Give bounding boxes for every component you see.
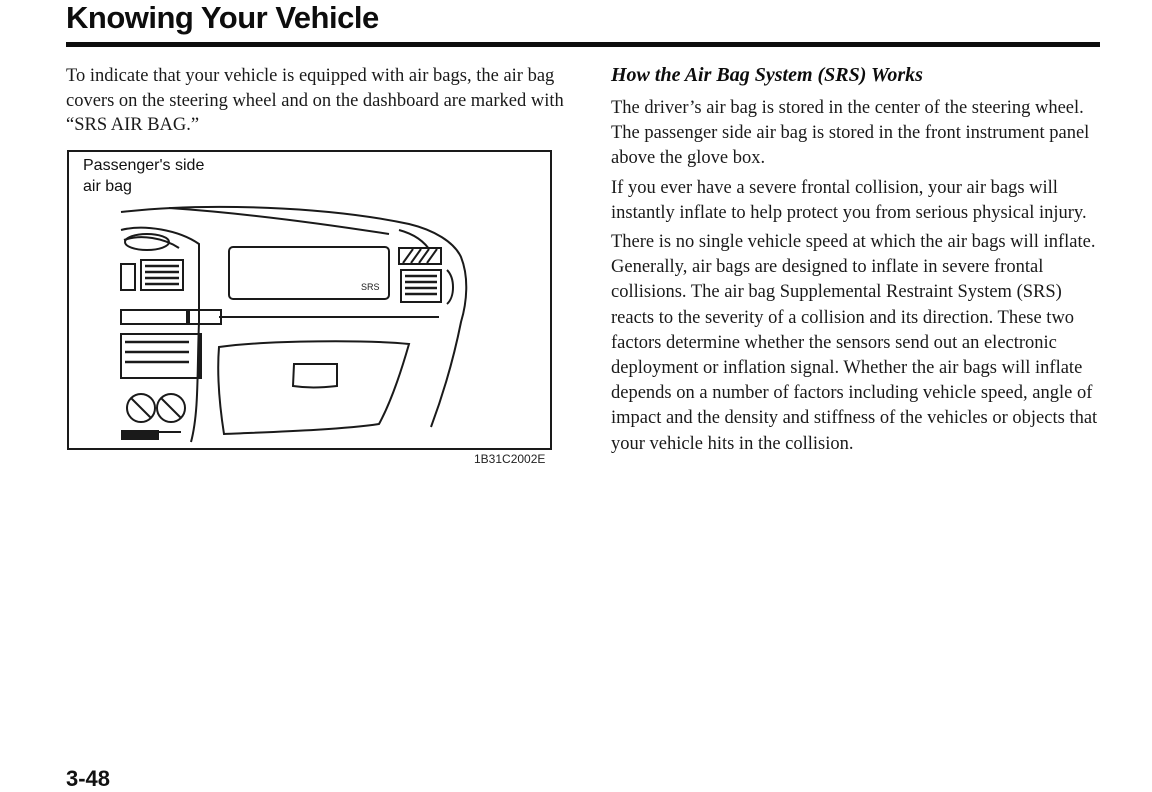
srs-mark: SRS [361,282,380,292]
body-column [611,96,1106,461]
intro-paragraph: To indicate that your vehicle is equipped with air bags, the air bag covers on the steering wheel and on the dashboard are marked with “SRS AIR BAG.” [66,66,564,135]
page-title: Knowing Your Vehicle [66,0,379,35]
figure-code: 1B31C2002E [474,452,546,466]
paragraph: There is no single vehicle speed at which the air bags will inflate. Generally, air bags are designed to inflate in severe frontal collisions. The air bag Supplemental Restraint System (SRS) reacts to the severity of a collision and its direction. These two factors determine whether the sensors send out an electronic deployment or inflation signal. Whether the air bags will inflate depends on a number of factors including vehicle speed, angle of impact and the density and stiffness of the vehicles or objects that your vehicle hits in the collision. [611,232,1098,454]
paragraph: The driver’s air bag is stored in the center of the steering wheel. The passenger side air bag is stored in the front instrument panel above the glove box. [611,98,1090,169]
title-rule [66,42,1100,47]
dashboard-figure [67,150,552,450]
page-number: 3-48 [66,766,111,791]
section-heading: How the Air Bag System (SRS) Works [611,64,923,86]
paragraph: If you ever have a severe frontal collision, your air bags will instantly inflate to help protect you from serious physical injury. [611,177,1087,223]
figure-callout-label: Passenger's side air bag [83,157,205,195]
